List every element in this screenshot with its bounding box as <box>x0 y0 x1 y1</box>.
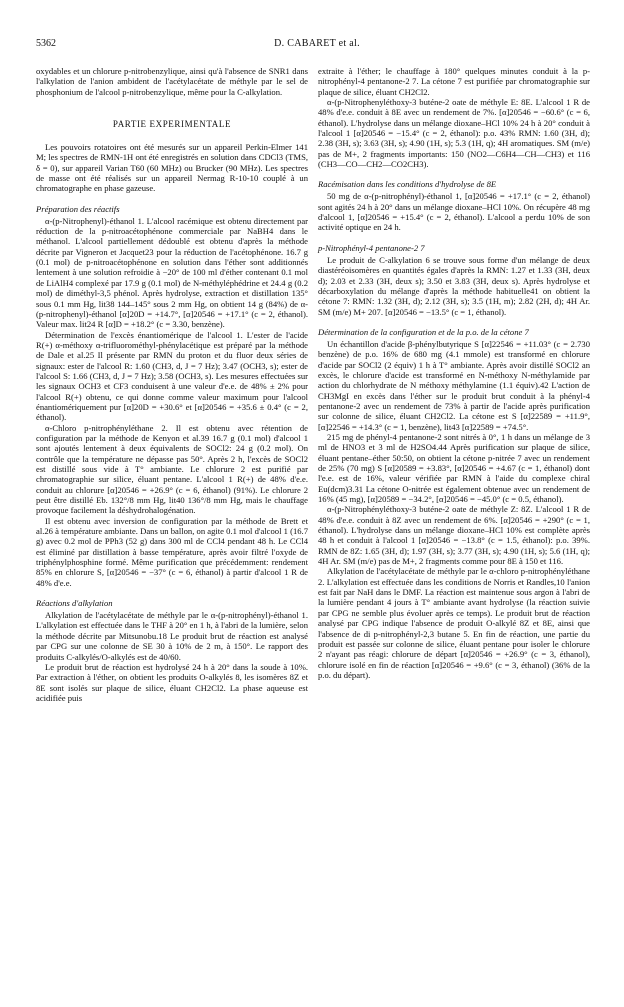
running-header <box>36 38 598 52</box>
subsection-heading: Détermination de la configuration et de la p.o. de la cétone 7 <box>318 326 529 337</box>
body-paragraph: Alkylation de l'acétylacétate de méthyle par le α-chloro p-nitrophényléthane 2. L'alkylation est effectuée dans les conditions de Norris et Randles,10 l'anion est fait par NaH dans le DMF. La réaction est maintenue sous argon à l'abri de la lumière pendant 4 jours à T° ambiante avant hydrolyse (la réaction suivie par CPG ne semble plus évoluer après ce temps). Le produit brut de réaction analysé par CPG indique l'absence de produit O-alkylé 8Z et 8E, ainsi que l'absence de di p-nitrophényl-2,3 butane 5. En fin de réaction, une partie du produit est passée sur colonne de silice, éluant pentane pour isoler le chlorure 2 n'ayant pas réagi: chlorure de départ [α]20546 = +26.9° (c = 3, éthanol), chlorure isolé en fin de réaction [α]20546 = +9.6° (c = 3, éthanol) (36% de la p.o. du départ). <box>318 566 590 680</box>
subsection-heading: p-Nitrophényl-4 pentanone-2 7 <box>318 242 425 253</box>
body-paragraph: Les pouvoirs rotatoires ont été mesurés sur un appareil Perkin-Elmer 141 M; les spectres de RMN-1H ont été enregistrés en solution dans CDCl3 (TMS, δ = 0), sur appareil Varian T60 (60 MHz) ou Brucker (90 MHz). Les spectres de masse ont été réalisés sur un appareil Nermag R-10-10 couplé à un chromatographe en phase gazeuse. <box>36 142 308 194</box>
subsection-heading: Préparation des réactifs <box>36 203 120 214</box>
body-paragraph: Il est obtenu avec inversion de configuration par la méthode de Brett et al.26 à température ambiante. Dans un ballon, on agite 0.1 mol d'alcool 1 (16.7 g) avec 0.2 mol de PPh3 (52 g) dans 300 ml de CCl4 pendant 48 h. Le CCl4 est éliminé par distillation à basse température, après avoir filtré l'oxyde de triphénylphosphine formé. Même purification que précédemment: rendement 85% en chlorure S, [α]20546 = −37° (c = 6, éthanol) à partir d'alcool 1 R de 48% d'e.e. <box>36 515 308 588</box>
page-number: 5362 <box>36 38 56 49</box>
body-paragraph: extraite à l'éther; le chauffage à 180° quelques minutes conduit à la p-nitrophényl-4 pentanone-2 7. La cétone 7 est purifiée par chromatographie sur plaque de silice, éluant CH2Cl2. <box>318 66 590 97</box>
body-paragraph: Alkylation de l'acétylacétate de méthyle par le α-(p-nitrophényl)-éthanol 1. L'alkylation est effectuée dans le THF à 20° en 1 h, à l'abri de la lumière, selon la méthode décrite par Mitsunobu.18 Le produit brut de réaction est analysé par CPG sur une colonne de SE 30 à 10% de 2 m, à 150°. Le rapport des produits C-alkylés/O-alkylés est de 40/60. <box>36 610 308 662</box>
body-paragraph: 215 mg de phényl-4 pentanone-2 sont nitrés à 0°, 1 h dans un mélange de 3 ml de HNO3 et 3 ml de H2SO4.44 Après purification sur plaque de silice, éluant pentane–éther 50:50, on obtient la cétone p-nitrée 7 avec un rendement de 25% (70 mg) S [α]20589 = +3.83°, [α]20546 = +4.67 (c = 1, éthanol) dont l'e.e. est de 16%, valeur vérifiée par RMN à l'aide du complexe chiral Eu(dcm)3.31 La cétone O-nitrée est également obtenue avec un rendement de 16% (45 mg), [α]20589 = −34.2°, [α]20546 = −45.0° (c = 0.5, éthanol). <box>318 431 590 505</box>
body-paragraph: 50 mg de α-(p-nitrophényl)-éthanol 1, [α]20546 = +17.1° (c = 2, éthanol) sont agités 24 h à 20° dans un mélange dioxane–HCl 10%. On récupère 48 mg d'alcool 1, [α]20546 = +15.4° (c = 2, éthanol). L'alcool a perdu 10% de son activité optique en 24 h. <box>318 191 590 233</box>
body-paragraph: oxydables et un chlorure p-nitrobenzylique, ainsi qu'à l'absence de SNR1 dans l'alkylation de l'anion ambident de l'acétylacétate de méthyle par le sel de phosphonium de l'alcool p-nitrobenzylique, même pour la C-alkylation. <box>36 66 308 97</box>
subsection-heading: Réactions d'alkylation <box>36 598 113 609</box>
right-column <box>318 66 590 680</box>
body-paragraph: α-(p-Nitrophenyléthoxy-3 buténe-2 oate de méthyle E: 8E. L'alcool 1 R de 48% d'e.e. conduit à 8E avec un rendement de 7%. [α]20546 = −60.6° (c = 6, éthanol). L'hydrolyse dans un mélange dioxane–HCl 10% 24 h à 20° conduit à l'alcool 1 [α]20546 = −15.4° (c = 2, éthanol): p.o. 43% RMN: 1.60 (3H, d); 2.38 (3H, s); 3.63 (3H, s); 4.90 (1H, s); 5.3 (1H, q); 4H aromatiques. SM (m/e) pas de M+, 2 fragments importants: 150 (NO2—C6H4—CH—CH3) et 116 (CH3—CO—CH2—CO2CH3). <box>318 97 590 170</box>
body-paragraph: α-(p-Nitrophényléthoxy-3 buténe-2 oate de méthyle Z: 8Z. L'alcool 1 R de 48% d'e.e. conduit à 8Z avec un rendement de 6%. [α]20546 = +290° (c = 1, éthanol). L'hydrolyse dans un mélange dioxane–HCl 10% est complète après 48 h et conduit à l'alcool 1 [α]20546 = −13.8° (c = 1.5, éthanol): p.o. 39%. RMN de 8Z: 1.65 (3H, d); 1.97 (3H, s); 3.77 (3H, s); 4.90 (1H, s); 5.6 (1H, q); 4H Ar. SM (m/e) pas de M+, 2 fragments comme pour 8E à 150 et 116. <box>318 504 590 567</box>
running-authors: D. CABARET et al. <box>274 38 360 49</box>
subsection-heading: Racémisation dans les conditions d'hydrolyse de 8E <box>318 179 497 190</box>
body-paragraph: Détermination de l'excès énantiomérique de l'alcool 1. L'ester de l'acide R(+) α-méthoxy α-trifluorométhyl-phénylacétique est préparé par la méthode de Dale et al.25 Il présente par RMN du proton et du fluor deux séries de signaux: ester de l'alcool R: 1.60 (CH3, d, J = 7 Hz); 3.47 (OCH3, s); ester de l'alcool S: 1.66 (CH3, d, J = 7 Hz); 3.58 (OCH3, s). Les mesures effectuées sur les signaux OCH3 et CF3 conduisent à une valeur d'e.e. de 48% ± 2% pour l'alcool R(+) obtenu, ce qui donne comme valeur maximum pour l'alcool énantiomériquement pur [α]20D = +30.6° et [α]20546 = +35.6 ± 0.4° (c = 2, éthanol). <box>36 329 308 423</box>
body-paragraph: α-(p-Nitrophenyl)-éthanol 1. L'alcool racémique est obtenu directement par réduction de la p-nitroacétophénone commerciale par NaBH4 dans le méthanol. L'alcool partiellement dédoublé est obtenu d'après la méthode décrite par Vigneron et Jacquet23 pour la réduction de l'acétophénone. 16.7 g (0.1 mol) de p-nitroacétophénone en solution dans l'éther sont additionnés lentement à une solution refroidie à −20° de 100 ml d'éther contenant 0.1 mol de LiAlH4 complexé par 17.9 g (0.1 mol) de N-méthyléphédrine et 24.4 g (0.2 mol) de diméthyl-3,5 phénol. Après hydrolyse, extraction et distillation 135° sous 0.1 mm Hg, lit38 144–145° sous 2 mm Hg, on obtient 14 g (84%) de α-(p-nitrophenyl)-éthanol [α]20D = +14.7°, [α]20546 = +17.1° (c = 2, éthanol). Valeur max. lit24 R [α]D = +18.2° (c = 3.30, benzène). <box>36 215 308 330</box>
left-column <box>36 66 308 703</box>
body-paragraph: α-Chloro p-nitrophényléthane 2. Il est obtenu avec rétention de configuration par la méthode de Kenyon et al.39 16.7 g (0.1 mol) d'alcool 1 sont ajoutés lentement à deux équivalents de SOCl2: 24 g (0.2 mol). On contrôle que la température ne dépasse pas 50°. Après 2 h, l'excès de SOCl2 est distillé sous vide à T° ambiante. Le chlorure 2 est purifié par chromatographie sur silice, éluant pentane. L'alcool 1 R(+) de 48% d'e.e. conduit au chlorure [α]20546 = +26.9° (c = 6, éthanol) (91%). Le chlorure 2 peut être distillé Eb. 132°/8 mm Hg, lit40 136°/8 mm Hg, mais le chauffage provoque facilement la déshydrohalogénation. <box>36 422 308 516</box>
body-paragraph: Le produit de C-alkylation 6 se trouve sous forme d'un mélange de deux diastéréoisomères en quantités égales d'après la RMN: 1.27 et 1.33 (3H, deux d); 2.03 et 2.33 (3H, deux s); 3.50 et 3.83 (3H, deux s). Après hydrolyse et décarboxylation du mélange d'après la méthode habituelle41 on obtient la cétone 7: RMN: 1.32 (3H, d); 2.12 (3H, s); 3.5 (1H, m); 2.82 (2H, d); 4H Ar. SM (m/e) M+ 207. [α]20546 = −13.5° (c = 1, éthanol). <box>318 254 590 317</box>
section-heading: PARTIE EXPERIMENTALE <box>112 119 232 130</box>
body-paragraph: Le produit brut de réaction est hydrolysé 24 h à 20° dans la soude à 10%. Par extraction à l'éther, on obtient les produits O-alkylés 8, les isomères 8Z et 8E sont isolés sur plaque de silice, éluant CH2Cl2. La phase aqueuse est acidifiée puis <box>36 661 308 703</box>
body-paragraph: Un échantillon d'acide β-phénylbutyrique S [α]22546 = +11.03° (c = 2.730 benzène) de p.o. 16% de 680 mg (4.1 mmole) est transformé en chlorure d'acide par SOCl2 (2 équiv) 1 h à T° ambiante. Après avoir distillé SOCl2 an excès, le chlorure d'acide est transformé en N-méthoxy N-méthylamide par action du chlorhydrate de N méthoxy méthylamine (1.1 équiv).42 L'action de CH3MgI en excès dans l'éther sur le produit brut conduit à la phényl-4 pentanone-2 avec un rendement de 73% à partir de l'acide après purification sur colonne de silice, éluant CH2Cl2. La cétone est S [α]22589 = +11.9°, [α]22546 = +14.3° (c = 1, benzène), lit43 [α]22589 = +74.5°. <box>318 338 590 432</box>
